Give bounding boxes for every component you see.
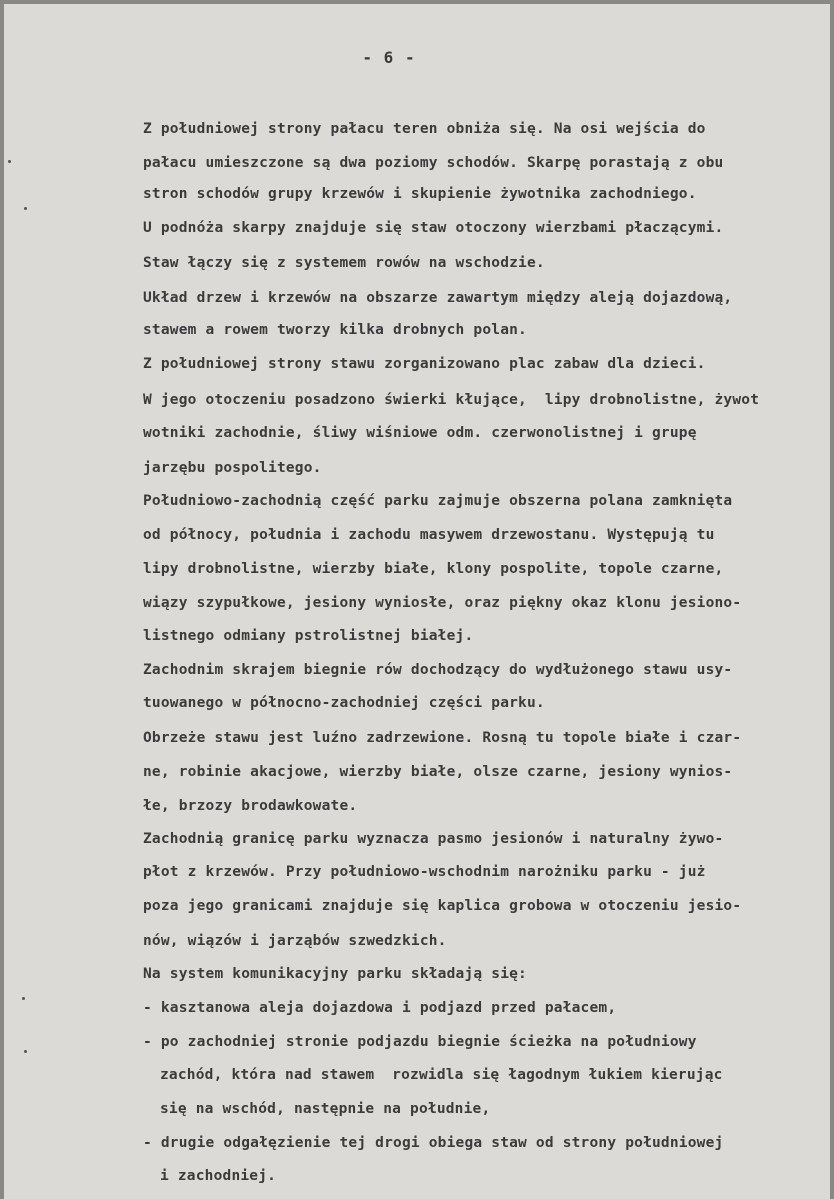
text-line: - kasztanowa aleja dojazdowa i podjazd przed pałacem, — [143, 1000, 617, 1016]
page-number: - 6 - — [362, 48, 416, 67]
text-line: - drugie odgałęzienie tej drogi obiega staw od strony południowej — [143, 1135, 724, 1151]
margin-mark — [24, 207, 27, 210]
text-line: Staw łączy się z systemem rowów na wschodzie. — [143, 255, 545, 271]
text-line: listnego odmiany pstrolistnej białej. — [143, 628, 474, 644]
text-line: od północy, południa i zachodu masywem drzewostanu. Występują tu — [143, 527, 715, 543]
margin-mark — [24, 1050, 27, 1053]
text-line: stawem a rowem tworzy kilka drobnych polan. — [143, 322, 527, 338]
text-line: wiązy szypułkowe, jesiony wyniosłe, oraz piękny okaz klonu jesiono- — [143, 595, 742, 611]
text-line: lipy drobnolistne, wierzby białe, klony pospolite, topole czarne, — [143, 561, 724, 577]
text-line: nów, wiązów i jarząbów szwedzkich. — [143, 933, 447, 949]
text-line: Zachodnim skrajem biegnie rów dochodzący do wydłużonego stawu usy- — [143, 662, 733, 678]
margin-mark — [22, 997, 25, 1000]
text-line: pałacu umieszczone są dwa poziomy schodów. Skarpę porastają z obu — [143, 155, 724, 171]
text-line: Z południowej strony pałacu teren obniża się. Na osi wejścia do — [143, 121, 706, 137]
text-line: - po zachodniej stronie podjazdu biegnie ścieżka na południowy — [143, 1034, 697, 1050]
text-line: Zachodnią granicę parku wyznacza pasmo jesionów i naturalny żywo- — [143, 831, 724, 847]
text-line: tuowanego w północno-zachodniej części parku. — [143, 695, 545, 711]
text-line: poza jego granicami znajduje się kaplica grobowa w otoczeniu jesio- — [143, 898, 742, 914]
text-line: W jego otoczeniu posadzono świerki kłujące, lipy drobnolistne, żywot — [143, 392, 760, 408]
text-line: się na wschód, następnie na południe, — [160, 1101, 491, 1117]
text-line: stron schodów grupy krzewów i skupienie żywotnika zachodniego. — [143, 186, 697, 202]
text-line: Na system komunikacyjny parku składają się: — [143, 966, 527, 982]
text-line: Południowo-zachodnią część parku zajmuje obszerna polana zamknięta — [143, 493, 733, 509]
text-line: zachód, która nad stawem rozwidla się łagodnym łukiem kierując — [160, 1067, 723, 1083]
text-line: jarzębu pospolitego. — [143, 460, 322, 476]
text-line: wotniki zachodnie, śliwy wiśniowe odm. czerwonolistnej i grupę — [143, 425, 697, 441]
text-line: U podnóża skarpy znajduje się staw otoczony wierzbami płaczącymi. — [143, 220, 724, 236]
text-line: Obrzeże stawu jest luźno zadrzewione. Rosną tu topole białe i czar- — [143, 730, 742, 746]
text-line: płot z krzewów. Przy południowo-wschodnim narożniku parku - już — [143, 864, 706, 880]
text-line: ne, robinie akacjowe, wierzby białe, olsze czarne, jesiony wynios- — [143, 764, 733, 780]
document-page — [4, 4, 830, 1199]
text-line: łe, brzozy brodawkowate. — [143, 798, 358, 814]
margin-mark — [8, 160, 11, 163]
text-line: Układ drzew i krzewów na obszarze zawartym między aleją dojazdową, — [143, 290, 733, 306]
text-line: Z południowej strony stawu zorganizowano plac zabaw dla dzieci. — [143, 356, 706, 372]
text-line: i zachodniej. — [160, 1168, 277, 1184]
